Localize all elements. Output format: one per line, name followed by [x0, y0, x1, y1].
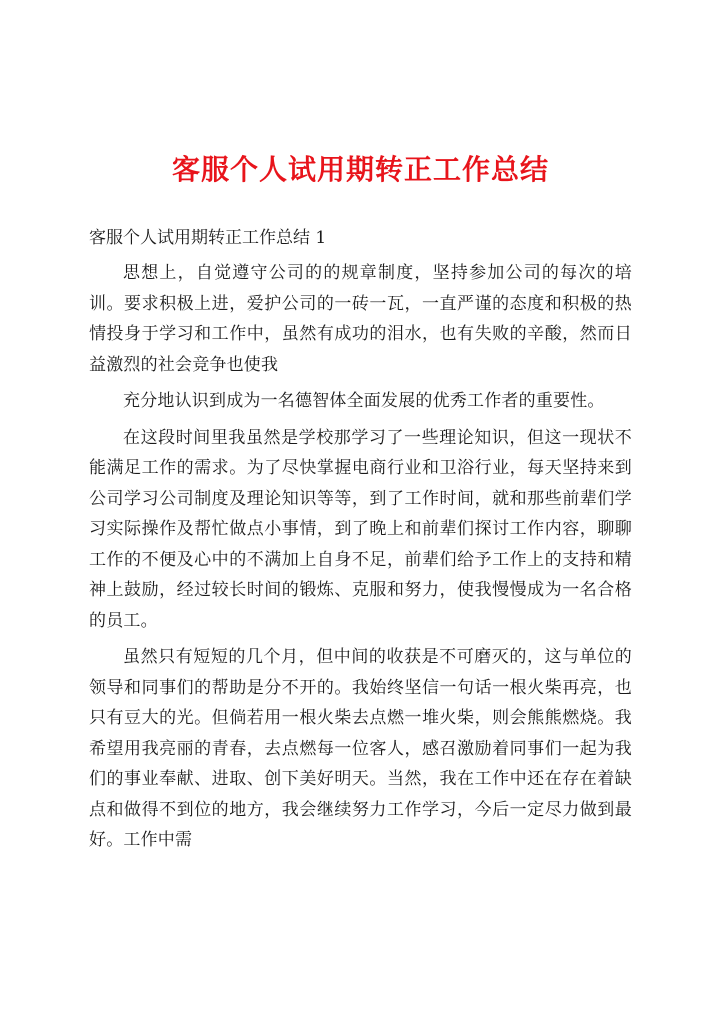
paragraph-1: 思想上，自觉遵守公司的的规章制度，坚持参加公司的每次的培训。要求积极上进，爱护公司的一砖一瓦，一直严谨的态度和积极的热情投身于学习和工作中，虽然有成功的泪水，也有失败的辛酸，然而日益激烈的社会竞争也使我 [89, 263, 632, 375]
section-heading: 客服个人试用期转正工作总结 1 [89, 228, 327, 248]
paragraph-4: 虽然只有短短的几个月，但中间的收获是不可磨灭的，这与单位的领导和同事们的帮助是分不开的。我始终坚信一句话一根火柴再亮，也只有豆大的光。但倘若用一根火柴去点燃一堆火柴，则会熊熊燃烧。我希望用我亮丽的青春，去点燃每一位客人，感召激励着同事们一起为我们的事业奉献、进取、创下美好明天。当然，我在工作中还在存在着缺点和做得不到位的地方，我会继续努力工作学习，今后一定尽力做到最好。工作中需 [89, 647, 632, 850]
paragraph-2: 充分地认识到成为一名德智体全面发展的优秀工作者的重要性。 [123, 391, 605, 411]
document-title: 客服个人试用期转正工作总结 [171, 153, 549, 186]
paragraph-3: 在这段时间里我虽然是学校那学习了一些理论知识，但这一现状不能满足工作的需求。为了尽快掌握电商行业和卫浴行业，每天坚持来到公司学习公司制度及理论知识等等，到了工作时间，就和那些前辈们学习实际操作及帮忙做点小事情，到了晚上和前辈们探讨工作内容，聊聊工作的不便及心中的不满加上自身不足，前辈们给予工作上的支持和精神上鼓励，经过较长时间的锻炼、克服和努力，使我慢慢成为一名合格的员工。 [89, 427, 632, 631]
